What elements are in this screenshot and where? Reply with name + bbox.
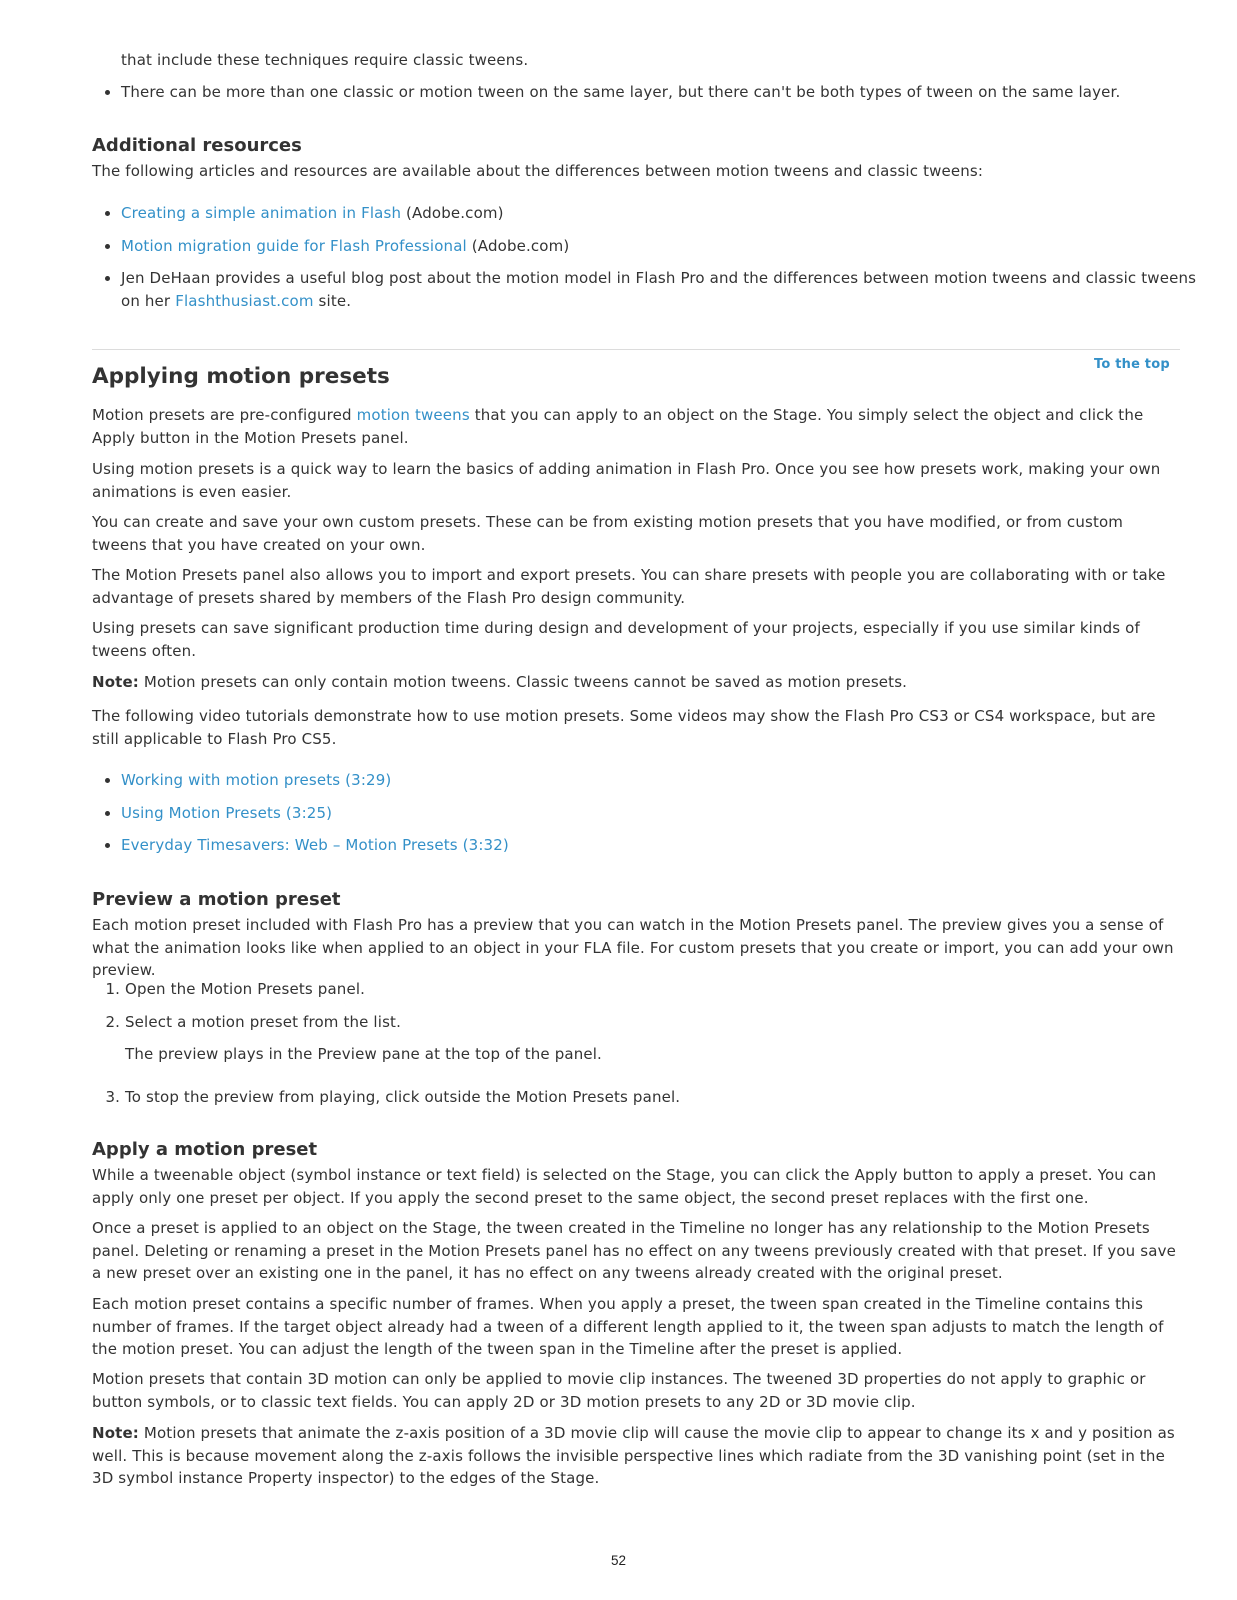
list-item-suffix: (Adobe.com) <box>401 204 504 222</box>
applying-paragraph-5: Using presets can save significant production time during design and development of your projects, especially if you use similar kinds of tweens often. <box>92 619 1140 660</box>
video-working-with-motion-presets-link[interactable]: Working with motion presets (3:29) <box>121 771 392 789</box>
text-span: that you can apply to an object on the Stage. You simply select the object and click the Apply button in the Motion Presets panel. <box>92 406 1144 447</box>
list-item <box>121 235 1209 258</box>
list-item <box>121 802 1209 825</box>
applying-paragraph-1 <box>92 404 1180 449</box>
motion-migration-link[interactable]: Motion migration guide for Flash Professional <box>121 236 467 255</box>
list-item-suffix: (Adobe.com) <box>466 236 570 255</box>
apply-paragraph-1: While a tweenable object (symbol instance or text field) is selected on the Stage, you can click the Apply button to apply a preset. You can apply only one preset per object. If you apply the second preset to the same object, the second preset replaces with the first one. <box>92 1166 1157 1207</box>
video-tutorials-list <box>92 769 1209 857</box>
apply-motion-preset-heading: Apply a motion preset <box>92 1139 318 1160</box>
step-text: 2. Select a motion preset from the list. <box>125 1012 401 1031</box>
motion-tweens-link[interactable]: motion tweens <box>356 406 470 424</box>
list-item <box>121 834 1209 857</box>
note-label: Note: <box>92 673 139 691</box>
section-divider <box>92 349 1180 350</box>
apply-paragraph-4: Motion presets that contain 3D motion can only be applied to movie clip instances. The tweened 3D properties do not apply to graphic or button symbols, or to classic text fields. You can apply 2D or 3D motion presets to any 2D or 3D movie clip. <box>92 1370 1146 1411</box>
list-item-suffix: site. <box>313 291 352 310</box>
list-item: 1. Open the Motion Presets panel. <box>125 978 1213 1001</box>
resources-list <box>92 202 1209 312</box>
preview-motion-preset-heading: Preview a motion preset <box>92 889 341 910</box>
video-everyday-timesavers-link[interactable]: Everyday Timesavers: Web – Motion Presets (3:32) <box>121 836 509 854</box>
note-text: Motion presets that animate the z-axis position of a 3D movie clip will cause the movie clip to appear to change its x and y position as well. This is because movement along the z-axis follows the invisible perspective lines which radiate from the 3D vanishing point (set in the 3D symbol instance Property inspector) to the edges of the Stage. <box>92 1424 1175 1487</box>
list-item <box>121 202 1209 225</box>
additional-resources-intro: The following articles and resources are available about the differences between motion tweens and classic tweens: <box>92 162 984 180</box>
list-item <box>121 267 1209 312</box>
text-span: Motion presets are pre-configured <box>92 406 357 424</box>
note-label: Note: <box>92 1424 139 1442</box>
preview-paragraph-1: Each motion preset included with Flash Pro has a preview that you can watch in the Motion Presets panel. The preview gives you a sense of what the animation looks like when applied to an object in your FLA file. For custom presets that you create or import, you can add your own preview. <box>92 916 1174 979</box>
layer-bullet-list <box>92 81 1209 104</box>
list-item-prefix: Jen DeHaan provides a useful blog post about the motion model in Flash Pro and the differences between motion tweens and classic tweens on her <box>121 269 1197 310</box>
list-item <box>125 1011 1213 1066</box>
step-note: The preview plays in the Preview pane at the top of the panel. <box>125 1045 602 1063</box>
list-item: • There can be more than one classic or motion tween on the same layer, but there can't be both types of tween on the same layer. <box>121 81 1209 104</box>
apply-note <box>92 1422 1180 1490</box>
applying-paragraph-6: The following video tutorials demonstrate how to use motion presets. Some videos may show the Flash Pro CS3 or CS4 workspace, but are still applicable to Flash Pro CS5. <box>92 707 1156 748</box>
apply-paragraph-3: Each motion preset contains a specific number of frames. When you apply a preset, the tween span created in the Timeline contains this number of frames. If the target object already had a tween of a different length applied to it, the tween span adjusts to match the length of the motion preset. You can adjust the length of the tween span in the Timeline after the preset is applied. <box>92 1295 1164 1358</box>
apply-paragraph-2: Once a preset is applied to an object on the Stage, the tween created in the Timeline no longer has any relationship to the Motion Presets panel. Deleting or renaming a preset in the Motion Presets panel has no effect on any tweens previously created with that preset. If you save a new preset over an existing one in the panel, it has no effect on any tweens already created with the original preset. <box>92 1219 1176 1282</box>
page-number: 52 <box>610 1553 627 1568</box>
applying-motion-presets-heading: Applying motion presets <box>92 364 390 389</box>
list-item: 3. To stop the preview from playing, click outside the Motion Presets panel. <box>125 1086 1213 1109</box>
to-the-top-link[interactable]: To the top <box>1094 357 1170 372</box>
creating-animation-link[interactable]: Creating a simple animation in Flash <box>121 204 402 222</box>
applying-paragraph-4: The Motion Presets panel also allows you to import and export presets. You can share presets with people you are collaborating with or take advantage of presets shared by members of the Flash Pro design community. <box>92 566 1166 607</box>
continued-bullet-text: that include these techniques require classic tweens. <box>121 51 529 69</box>
list-item <box>121 769 1209 792</box>
additional-resources-heading: Additional resources <box>92 135 302 156</box>
flashthusiast-link[interactable]: Flashthusiast.com <box>175 291 314 310</box>
applying-paragraph-3: You can create and save your own custom presets. These can be from existing motion presets that you have modified, or from custom tweens that you have created on your own. <box>92 513 1124 554</box>
video-using-motion-presets-link[interactable]: Using Motion Presets (3:25) <box>121 803 333 822</box>
applying-note <box>92 671 1180 694</box>
preview-steps-list <box>92 978 1213 1108</box>
note-text: Motion presets can only contain motion tweens. Classic tweens cannot be saved as motion presets. <box>138 673 908 691</box>
applying-paragraph-2: Using motion presets is a quick way to learn the basics of adding animation in Flash Pro. Once you see how presets work, making your own animations is even easier. <box>92 460 1161 501</box>
